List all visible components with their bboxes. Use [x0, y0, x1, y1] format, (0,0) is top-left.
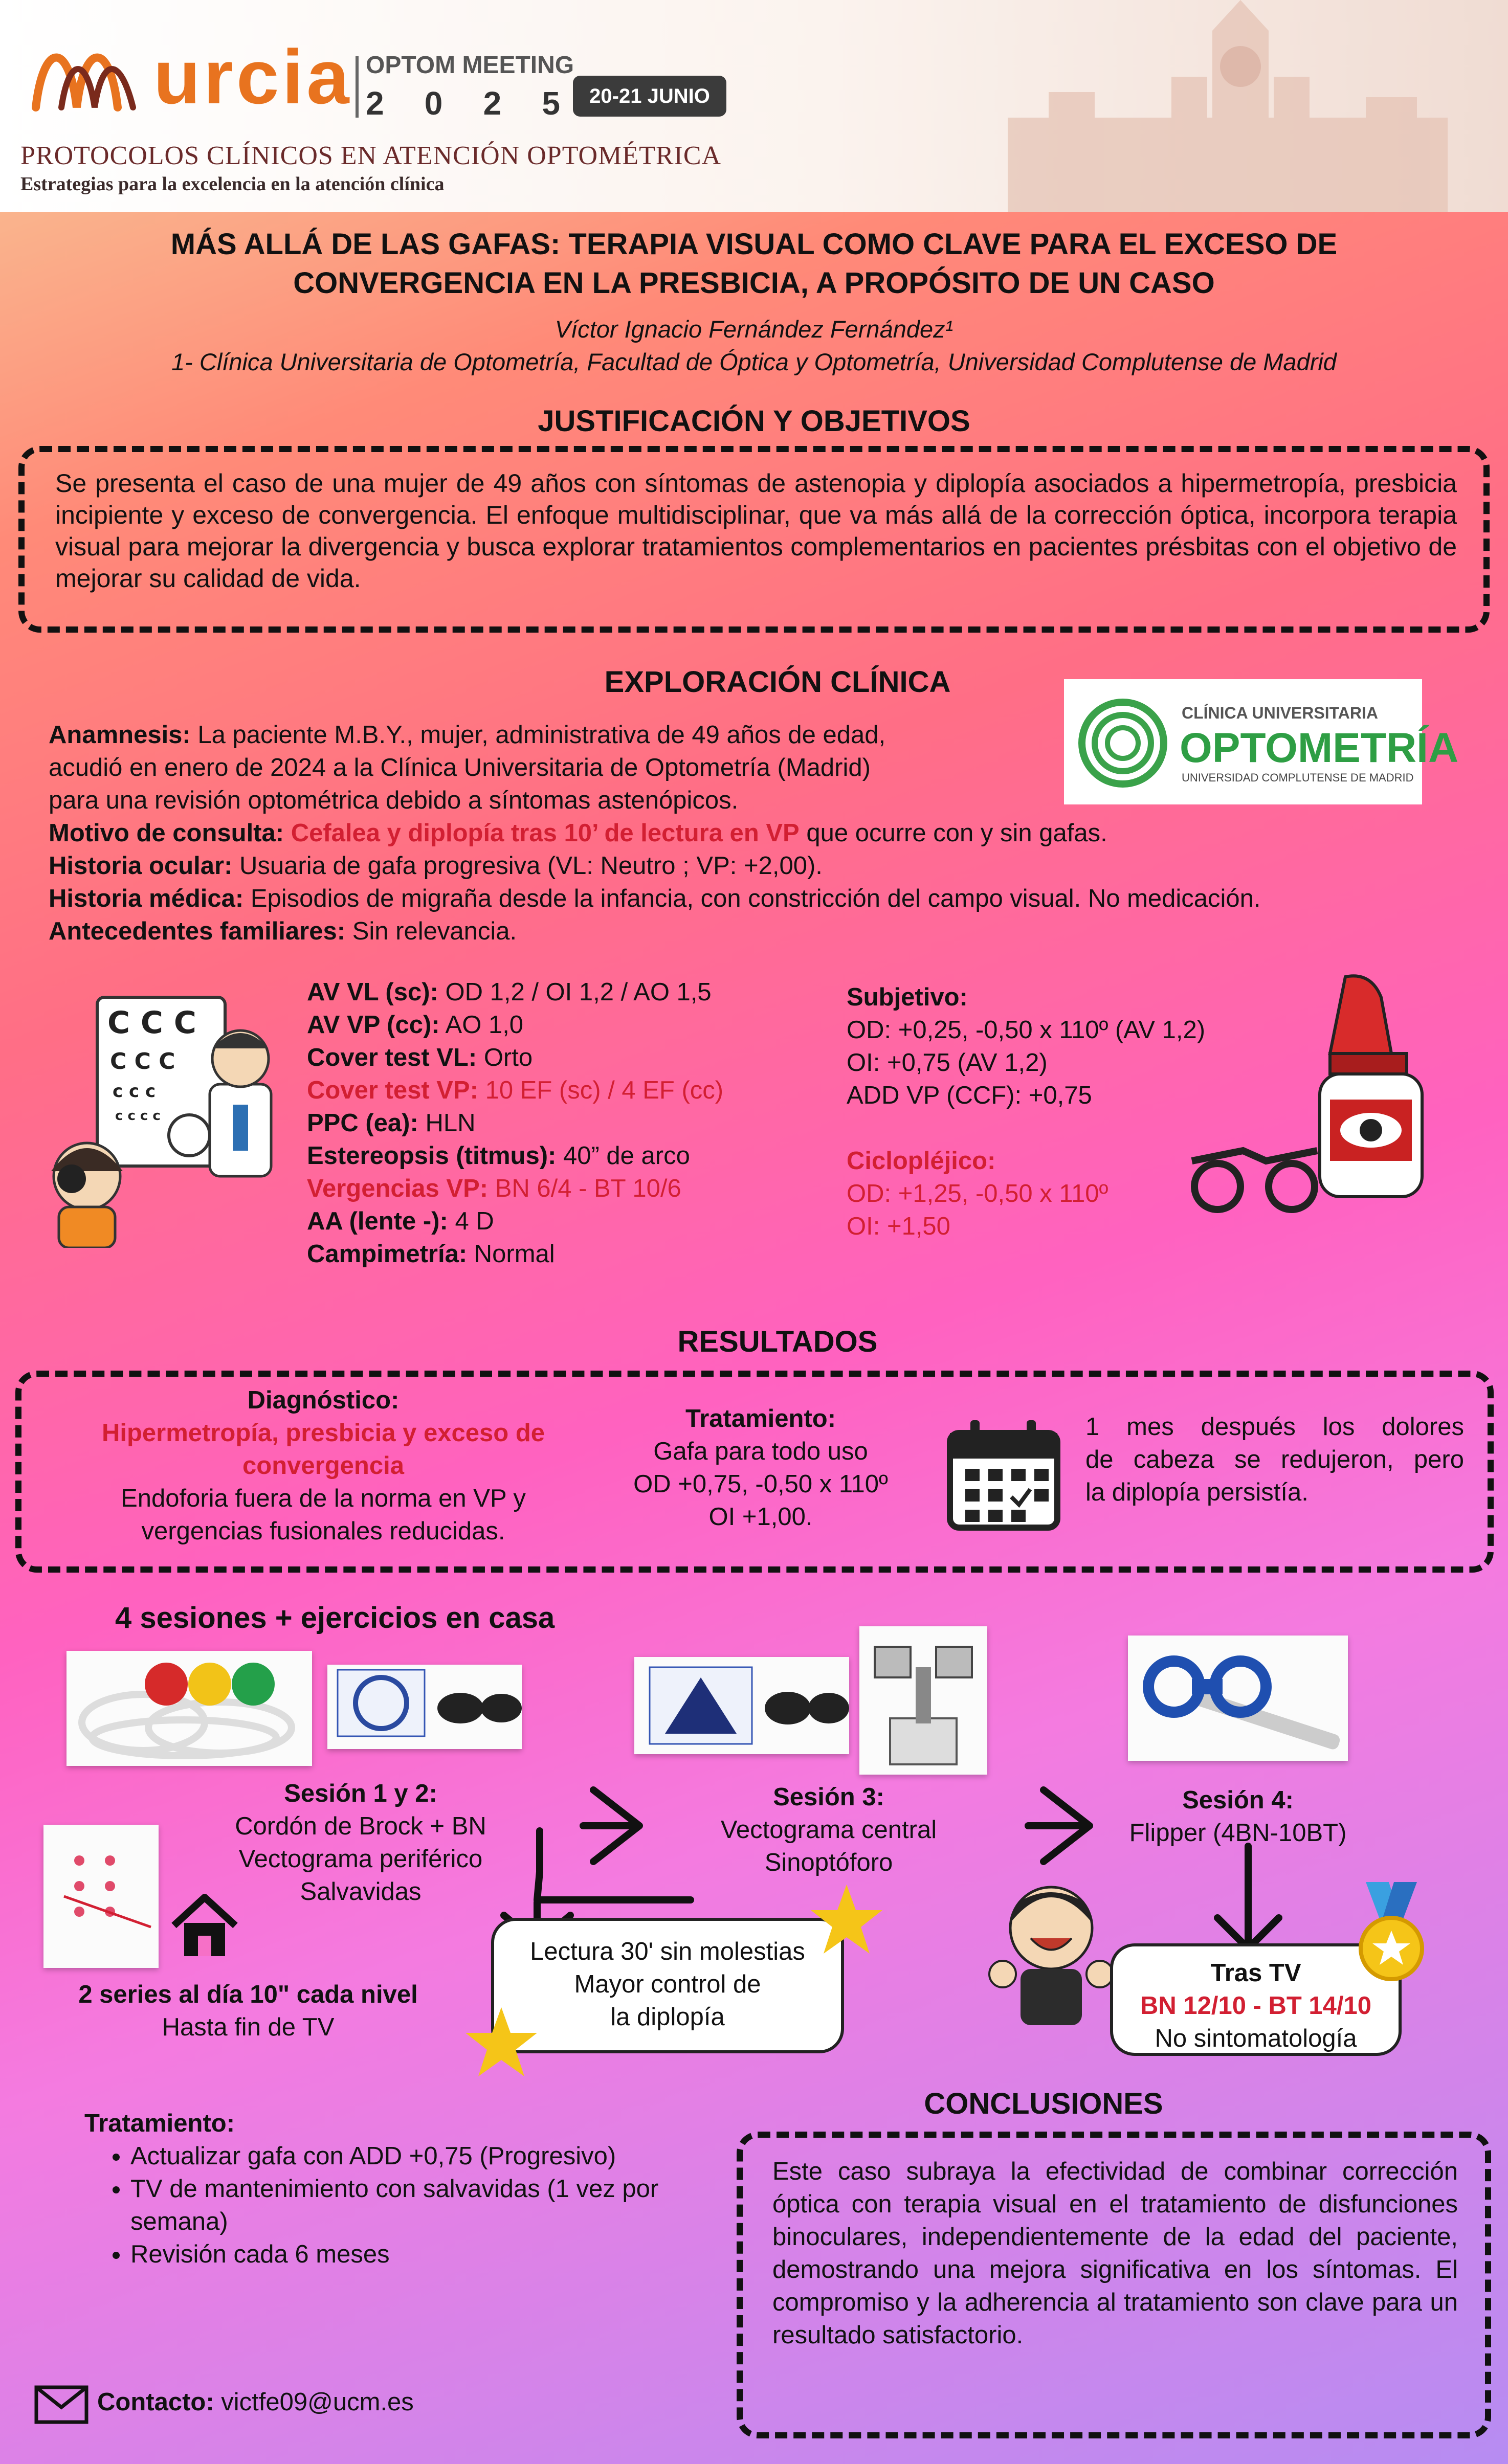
calendar-icon — [942, 1413, 1065, 1535]
sesiones-heading: 4 sesiones + ejercicios en casa — [115, 1601, 555, 1634]
tras-tv-vergences: BN 12/10 - BT 14/10 — [1140, 1992, 1372, 2020]
session-1-2-text: Cordón de Brock + BN — [235, 1812, 486, 1840]
logo-divider — [356, 56, 359, 118]
estereopsis-label: Estereopsis (titmus): — [307, 1142, 557, 1170]
ppc-label: PPC (ea): — [307, 1109, 418, 1137]
aa-label: AA (lente -): — [307, 1207, 448, 1235]
lectura-card — [491, 1918, 844, 2053]
ciclopejico-oi: OI: +1,50 — [847, 1213, 950, 1240]
estereopsis-value: 40” de arco — [563, 1142, 690, 1170]
year-digit: 5 — [542, 85, 560, 122]
protocol-subtitle: Estrategias para la excelencia en la atención clínica — [20, 173, 445, 195]
medal-icon — [1345, 1877, 1437, 1989]
tratamiento-item: • Actualizar gafa con ADD +0,75 (Progresivo) — [130, 2140, 719, 2172]
campimetria-label: Campimetría: — [307, 1240, 468, 1268]
svg-text:C C C: C C C — [107, 1005, 196, 1041]
central-vectogram-image — [634, 1657, 849, 1754]
campimetria-value: Normal — [474, 1240, 555, 1268]
poster-title — [31, 225, 1477, 303]
session-1-2-text: Vectograma periférico — [238, 1845, 483, 1873]
author-affiliation: 1- Clínica Universitaria de Optometría, Facultad de Óptica y Optometría, Universidad Complutense de Madrid — [171, 348, 1337, 375]
ciclopejico-label: Ciclopléjico: — [847, 1147, 996, 1175]
aa-value: 4 D — [455, 1207, 494, 1235]
home-exercise-card — [43, 1825, 159, 1968]
lectura-text: Mayor control de — [574, 1970, 761, 1998]
resultados-heading: RESULTADOS — [677, 1325, 878, 1358]
antecedentes-text: Sin relevancia. — [352, 917, 517, 945]
motivo-highlight: Cefalea y diplopía tras 10’ de lectura en VP — [291, 819, 800, 847]
home-exercise-line: Hasta fin de TV — [162, 2013, 335, 2041]
synoptophore-image — [859, 1626, 987, 1775]
cover-vl-value: Orto — [483, 1044, 533, 1071]
diagnostico-highlight: convergencia — [242, 1452, 404, 1480]
diagnostico-highlight: Hipermetropía, presbicia y exceso de — [101, 1419, 545, 1447]
star-icon — [808, 1882, 885, 1959]
dot-card-icon — [43, 1825, 159, 1968]
synoptophore-icon — [859, 1626, 987, 1775]
anamnesis-text: acudió en enero de 2024 a la Clínica Universitaria de Optometría (Madrid) — [49, 754, 871, 781]
diagnostico-text: Endoforia fuera de la norma en VP y — [121, 1485, 526, 1512]
year-digit: 2 — [483, 85, 502, 122]
diagnostico-label: Diagnóstico: — [247, 1386, 400, 1414]
title-line: MÁS ALLÁ DE LAS GAFAS: TERAPIA VISUAL COMO CLAVE PARA EL EXCESO DE — [170, 228, 1338, 261]
svg-text:c c c c: c c c c — [115, 1108, 161, 1124]
vergencias-label: Vergencias VP: — [307, 1175, 489, 1202]
svg-text:c c c: c c c — [113, 1081, 156, 1102]
av-vp-label: AV VP (cc): — [307, 1011, 440, 1039]
author-block — [31, 313, 1477, 378]
flipper-image — [1128, 1636, 1348, 1761]
session-1-2-title: Sesión 1 y 2: — [284, 1780, 437, 1807]
svg-text:C C C: C C C — [110, 1048, 175, 1074]
home-exercise-text — [38, 1978, 458, 2044]
conclusiones-box — [737, 2132, 1491, 2438]
diagnostico-text: vergencias fusionales reducidas. — [141, 1517, 505, 1545]
year-digits — [366, 84, 560, 122]
session-1-2-text: Salvavidas — [300, 1878, 422, 1906]
conclusiones-text: Este caso subraya la efectividad de combinar corrección óptica con terapia visual en el tratamiento de disfunciones binoculares, independientemente de la edad del paciente, demostrando una mejora significativa en los síntomas. El compromiso y la adherencia al tratamiento son clave para un resultado satisfactorio. — [772, 2158, 1458, 2349]
followup-text: la diplopía persistía. — [1085, 1479, 1309, 1506]
av-vl-value: OD 1,2 / OI 1,2 / AO 1,5 — [445, 978, 712, 1006]
justificacion-box — [18, 446, 1490, 633]
contact-block — [97, 2386, 414, 2418]
followup-block — [1085, 1410, 1464, 1509]
clinic-logo-line1: CLÍNICA UNIVERSITARIA — [1182, 704, 1378, 722]
clinic-logo-line2: OPTOMETRÍA — [1180, 725, 1459, 771]
celebrating-person-illustration — [982, 1872, 1120, 2030]
anamnesis-text: La paciente M.B.Y., mujer, administrativa de 49 años de edad, — [197, 721, 886, 749]
diagnostico-block — [42, 1384, 605, 1548]
justificacion-heading: JUSTIFICACIÓN Y OBJETIVOS — [538, 405, 970, 438]
cover-vl-label: Cover test VL: — [307, 1044, 477, 1071]
flipper-icon — [1128, 1636, 1348, 1761]
vergencias-value: BN 6/4 - BT 10/6 — [495, 1175, 681, 1202]
contact-email[interactable]: victfe09@ucm.es — [221, 2388, 414, 2416]
exploracion-heading: EXPLORACIÓN CLÍNICA — [604, 665, 951, 699]
cover-vp-label: Cover test VP: — [307, 1077, 478, 1104]
meeting-label: OPTOM MEETING — [366, 52, 574, 79]
ppc-value: HLN — [425, 1109, 476, 1137]
clinic-logo — [1064, 679, 1459, 804]
historia-medica-text: Episodios de migraña desde la infancia, con constricción del campo visual. No medicación. — [250, 885, 1261, 912]
email-icon — [33, 2384, 90, 2425]
followup-text: 1 mes después los dolores — [1085, 1413, 1464, 1441]
author-name: Víctor Ignacio Fernández Fernández¹ — [555, 316, 953, 343]
date-badge: 20-21 JUNIO — [573, 76, 726, 117]
session-3-text: Sinoptóforo — [764, 1849, 893, 1876]
tras-tv-text: No sintomatología — [1155, 2025, 1357, 2052]
murcia-logo-icon — [31, 31, 153, 118]
subjetivo-label: Subjetivo: — [847, 983, 968, 1011]
vectogram-icon — [327, 1665, 522, 1749]
justificacion-text: Se presenta el caso de una mujer de 49 años con síntomas de astenopia y diplopía asociados a hipermetropía, presbicia incipiente y exceso de convergencia. El enfoque multidisciplinar, que va más allá de la corrección óptica, incorpora terapia visual para mejorar la divergencia y busca explorar tratamientos complementarios en pacientes présbitas con el objetivo de mejorar su calidad de vida. — [55, 469, 1457, 593]
session-4-title: Sesión 4: — [1182, 1786, 1294, 1814]
antecedentes-label: Antecedentes familiares: — [49, 917, 346, 945]
history-block — [49, 817, 1491, 948]
cathedral-illustration — [946, 0, 1508, 212]
year-digit: 0 — [424, 85, 443, 122]
eyedrops-trial-frame-illustration — [1177, 967, 1494, 1233]
tratamiento-item: • TV de mantenimiento con salvavidas (1 vez por semana) — [130, 2172, 719, 2238]
subjetivo-od: OD: +0,25, -0,50 x 110º (AV 1,2) — [847, 1016, 1206, 1044]
clinic-logo-icon — [1074, 695, 1171, 792]
anamnesis-text: para una revisión optométrica debido a síntomas astenópicos. — [49, 787, 739, 814]
contact-label: Contacto: — [97, 2388, 214, 2416]
session-3-title: Sesión 3: — [773, 1783, 884, 1811]
logo-text: urcia — [153, 34, 352, 120]
tras-tv-title: Tras TV — [1210, 1959, 1301, 1987]
lectura-text: Lectura 30' sin molestias — [530, 1938, 805, 1965]
ciclopejico-od: OD: +1,25, -0,50 x 110º — [847, 1180, 1108, 1207]
year-digit: 2 — [366, 85, 384, 122]
protocol-title: PROTOCOLOS CLÍNICOS EN ATENCIÓN OPTOMÉTRICA — [20, 141, 722, 170]
followup-text: de cabeza se redujeron, pero — [1085, 1446, 1464, 1473]
tratamiento-final — [84, 2107, 719, 2271]
motivo-text: que ocurre con y sin gafas. — [806, 819, 1107, 847]
home-icon — [169, 1892, 240, 1959]
vectogram-icon — [634, 1657, 849, 1754]
star-icon — [463, 2005, 540, 2081]
resultados-box — [15, 1371, 1494, 1573]
tratamiento-item: • Revisión cada 6 meses — [130, 2238, 719, 2271]
lectura-text: la diplopía — [610, 2003, 725, 2031]
historia-medica-label: Historia médica: — [49, 885, 244, 912]
conclusiones-heading: CONCLUSIONES — [924, 2087, 1163, 2120]
tratamiento-label: Tratamiento: — [685, 1405, 836, 1432]
tratamiento-text: Gafa para todo uso — [653, 1438, 868, 1465]
cover-vp-value: 10 EF (sc) / 4 EF (cc) — [485, 1077, 724, 1104]
motivo-label: Motivo de consulta: — [49, 819, 284, 847]
home-exercise-line: 2 series al día 10" cada nivel — [78, 1981, 418, 2008]
brock-string-image — [66, 1651, 312, 1766]
tratamiento-block — [600, 1402, 922, 1533]
subjetivo-oi: OI: +0,75 (AV 1,2) — [847, 1049, 1048, 1077]
tests-block — [307, 976, 818, 1270]
title-line: CONVERGENCIA EN LA PRESBICIA, A PROPÓSITO DE UN CASO — [293, 266, 1215, 300]
eye-exam-illustration — [31, 982, 297, 1248]
av-vp-value: AO 1,0 — [445, 1011, 524, 1039]
header-banner — [0, 0, 1508, 212]
subjetivo-add: ADD VP (CCF): +0,75 — [847, 1082, 1092, 1109]
session-4-text: Flipper (4BN-10BT) — [1129, 1819, 1347, 1847]
historia-ocular-text: Usuaria de gafa progresiva (VL: Neutro ; VP: +2,00). — [239, 852, 823, 880]
session-3-text: Vectograma central — [720, 1816, 937, 1844]
tratamiento-text: OI +1,00. — [708, 1503, 813, 1531]
peripheral-vectogram-image — [327, 1665, 522, 1749]
clinic-logo-line3: UNIVERSIDAD COMPLUTENSE DE MADRID — [1182, 771, 1414, 784]
anamnesis-block — [49, 719, 1072, 817]
av-vl-label: AV VL (sc): — [307, 978, 438, 1006]
historia-ocular-label: Historia ocular: — [49, 852, 233, 880]
brock-string-icon — [66, 1651, 312, 1766]
tratamiento-final-label: Tratamiento: — [84, 2110, 235, 2137]
anamnesis-label: Anamnesis: — [49, 721, 191, 749]
tratamiento-text: OD +0,75, -0,50 x 110º — [633, 1470, 888, 1498]
